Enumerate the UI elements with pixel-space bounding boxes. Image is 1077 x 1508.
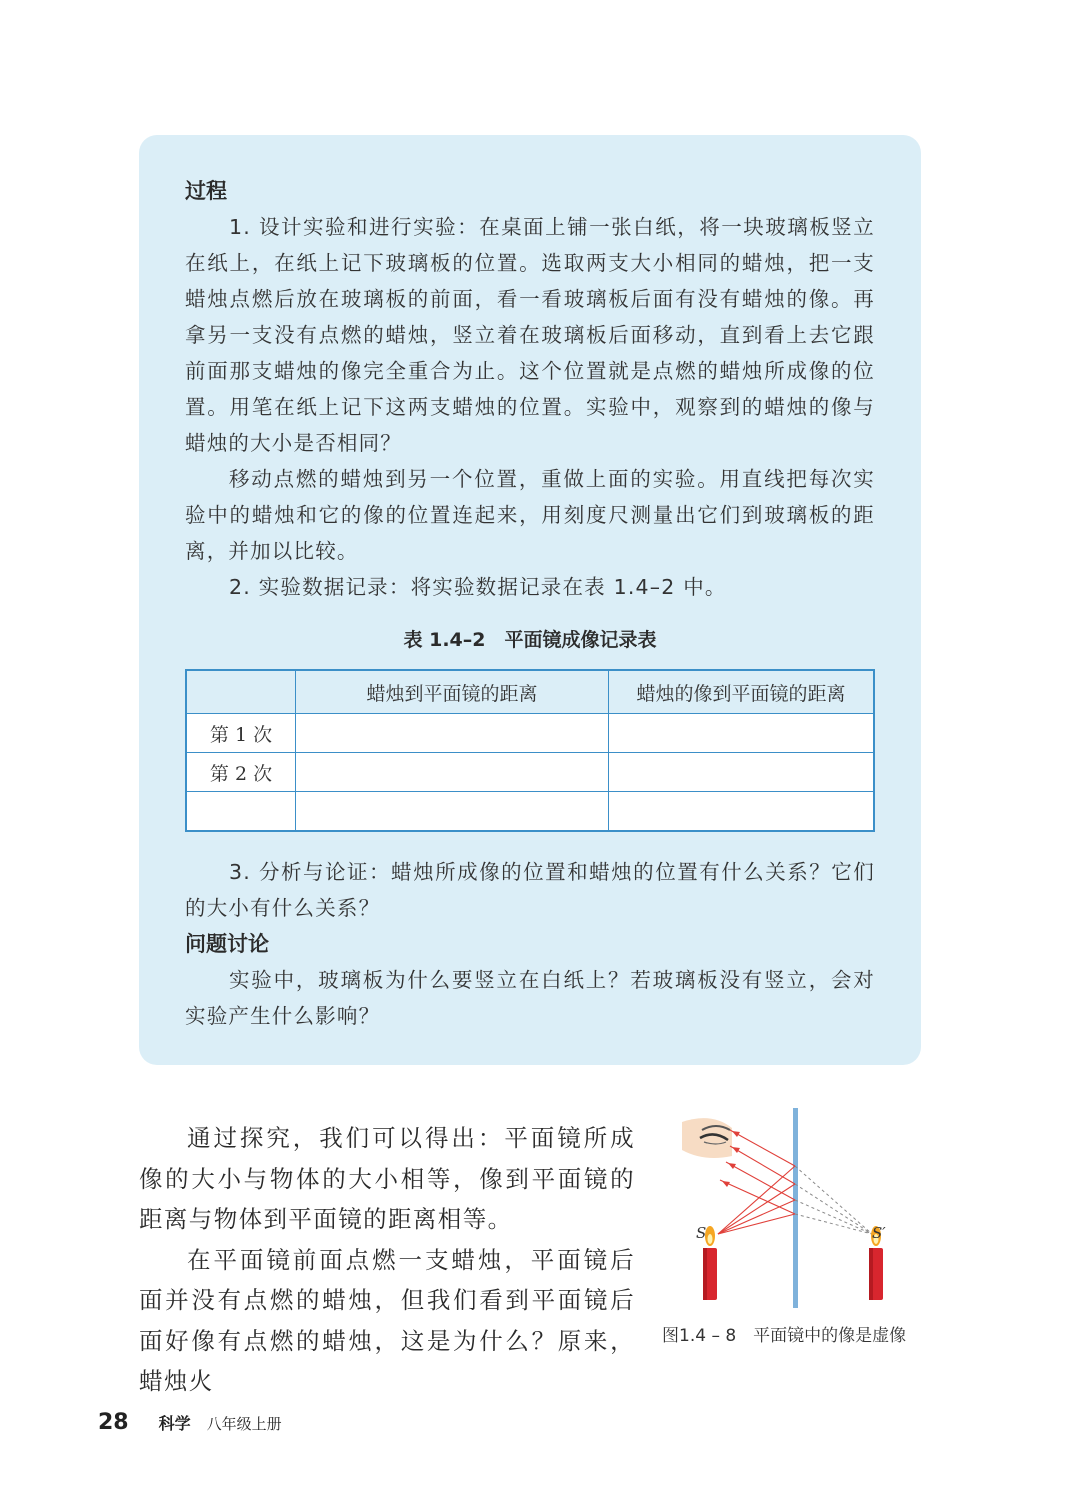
record-table [185, 669, 875, 832]
main-text [139, 1118, 635, 1402]
table-caption: 表 1.4–2 平面镜成像记录表 [403, 629, 657, 651]
table-cell [296, 792, 609, 832]
label-image-s: S′ [872, 1224, 886, 1242]
table-row [186, 753, 874, 792]
mirror [793, 1108, 798, 1308]
table-cell [609, 792, 875, 832]
process-heading: 过程 [185, 179, 227, 203]
table-cell [296, 714, 609, 753]
discussion-heading: 问题讨论 [185, 932, 269, 956]
table-row [186, 714, 874, 753]
table-cell [296, 753, 609, 792]
book-grade: 八年级上册 [206, 1415, 282, 1433]
table-header-cell: 蜡烛到平面镜的距离 [296, 670, 609, 714]
candle-paragraph: 在平面镜前面点燃一支蜡烛，平面镜后面并没有点燃的蜡烛，但我们看到平面镜后面好像有点燃的蜡烛，这是为什么？原来，蜡烛火 [139, 1245, 635, 1395]
table-header-row [186, 670, 874, 714]
table-row [186, 792, 874, 832]
discussion-question: 实验中，玻璃板为什么要竖立在白纸上？若玻璃板没有竖立，会对实验产生什么影响？ [185, 968, 875, 1028]
page-number: 28 [98, 1410, 129, 1435]
figure-caption: 图1.4 – 8 平面镜中的像是虚像 [662, 1326, 907, 1346]
experiment-step-1: 1. 设计实验和进行实验：在桌面上铺一张白纸，将一块玻璃板竖立在纸上，在纸上记下玻璃板的位置。选取两支大小相同的蜡烛，把一支蜡烛点燃后放在玻璃板的前面，看一看玻璃板后面有没有蜡烛的像。再拿另一支没有点燃的蜡烛，竖立着在玻璃板后面移动，直到看上去它跟前面那支蜡烛的像完全重合为止。这个位置就是点燃的蜡烛所成像的位置。用笔在纸上记下这两支蜡烛的位置。实验中，观察到的蜡烛的像与蜡烛的大小是否相同？ [185, 215, 875, 455]
table-cell [609, 753, 875, 792]
experiment-step-2: 2. 实验数据记录：将实验数据记录在表 1.4–2 中。 [229, 575, 727, 599]
label-object-s: S [696, 1224, 707, 1242]
table-header-cell: 蜡烛的像到平面镜的距离 [609, 670, 875, 714]
table-cell: 第 1 次 [186, 714, 296, 753]
mirror-figure [660, 1100, 930, 1360]
page-footer [98, 1410, 282, 1440]
experiment-step-repeat: 移动点燃的蜡烛到另一个位置，重做上面的实验。用直线把每次实验中的蜡烛和它的像的位置连起来，用刻度尺测量出它们到玻璃板的距离，并加以比较。 [185, 467, 875, 563]
experiment-step-3: 3. 分析与论证：蜡烛所成像的位置和蜡烛的位置有什么关系？它们的大小有什么关系？ [185, 860, 875, 920]
table-header-cell [186, 670, 296, 714]
eye-icon [682, 1118, 732, 1158]
conclusion-paragraph: 通过探究，我们可以得出：平面镜所成像的大小与物体的大小相等，像到平面镜的距离与物体到平面镜的距离相等。 [139, 1124, 635, 1233]
table-cell [609, 714, 875, 753]
book-subject: 科学 [158, 1414, 191, 1433]
table-cell: 第 2 次 [186, 753, 296, 792]
activity-box [139, 135, 921, 1065]
virtual-ray-lines [795, 1166, 872, 1234]
mirror-diagram [660, 1100, 930, 1320]
table-cell [186, 792, 296, 832]
